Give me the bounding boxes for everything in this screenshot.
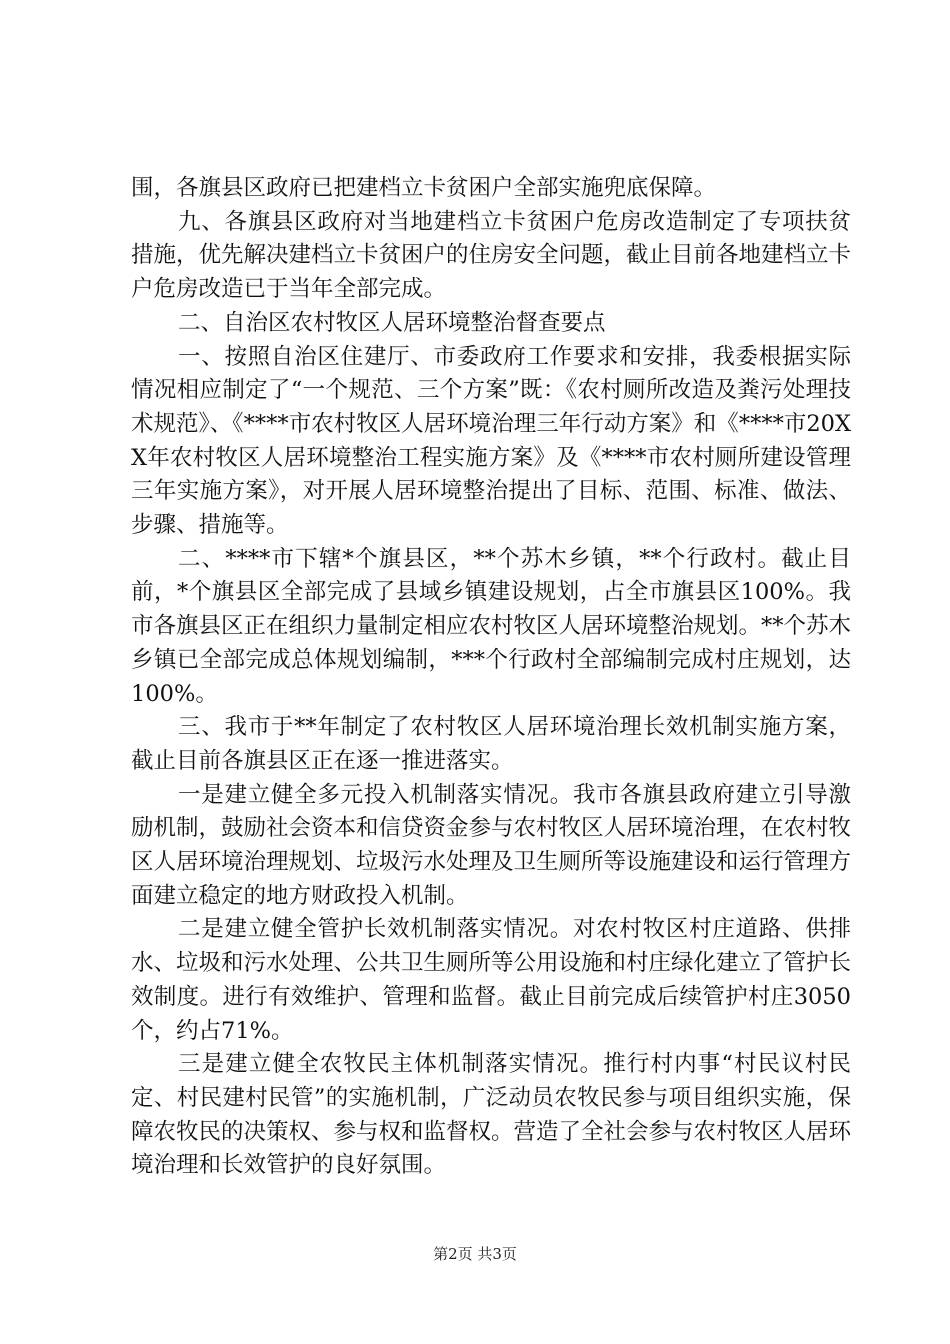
paragraph: 二是建立健全管护长效机制落实情况。对农村牧区村庄道路、供排水、垃圾和污水处理、公共卫生厕所等公用设施和村庄绿化建立了管护长效制度。进行有效维护、管理和监督。截止目前完成后续管护村庄3050个，约占71%。 [131, 916, 852, 1044]
paragraph: 三是建立健全农牧民主体机制落实情况。推行村内事“村民议村民定、村民建村民管”的实施机制，广泛动员农牧民参与项目组织实施，保障农牧民的决策权、参与权和监督权。营造了全社会参与农村牧区人居环境治理和长效管护的良好氛围。 [131, 1051, 852, 1179]
paragraph: 三、我市于**年制定了农村牧区人居环境治理长效机制实施方案，截止目前各旗县区正在逐一推进落实。 [131, 714, 851, 774]
paragraph: 一、按照自治区住建厅、市委政府工作要求和安排，我委根据实际情况相应制定了“一个规范、三个方案”既：《农村厕所改造及粪污处理技术规范》、《****市农村牧区人居环境治理三年行动方案》和《****市20XX年农村牧区人居环境整治工程实施方案》及《****市农村厕所建设管理三年实施方案》，对开展人居环境整治提出了目标、范围、标准、做法、步骤、措施等。 [131, 343, 851, 539]
paragraph: 二、****市下辖*个旗县区，**个苏木乡镇，**个行政村。截止目前，*个旗县区全部完成了县域乡镇建设规划，占全市旗县区100%。我市各旗县区正在组织力量制定相应农村牧区人居环境整治规划。**个苏木乡镇已全部完成总体规划编制，***个行政村全部编制完成村庄规划，达100%。 [131, 545, 852, 707]
document-body [131, 172, 851, 1183]
paragraph: 围，各旗县区政府已把建档立卡贫困户全部实施兜底保障。 [131, 175, 717, 201]
paragraph: 九、各旗县区政府对当地建档立卡贫困户危房改造制定了专项扶贫措施，优先解决建档立卡贫困户的住房安全问题，截止目前各地建档立卡户危房改造已于当年全部完成。 [131, 208, 852, 303]
section-heading: 二、自治区农村牧区人居环境整治督查要点 [178, 309, 606, 336]
paragraph: 一是建立健全多元投入机制落实情况。我市各旗县政府建立引导激励机制，鼓励社会资本和信贷资金参与农村牧区人居环境治理，在农村牧区人居环境治理规划、垃圾污水处理及卫生厕所等设施建设和运行管理方面建立稳定的地方财政投入机制。 [131, 781, 852, 909]
page-footer: 第2页 共3页 [433, 1245, 517, 1263]
